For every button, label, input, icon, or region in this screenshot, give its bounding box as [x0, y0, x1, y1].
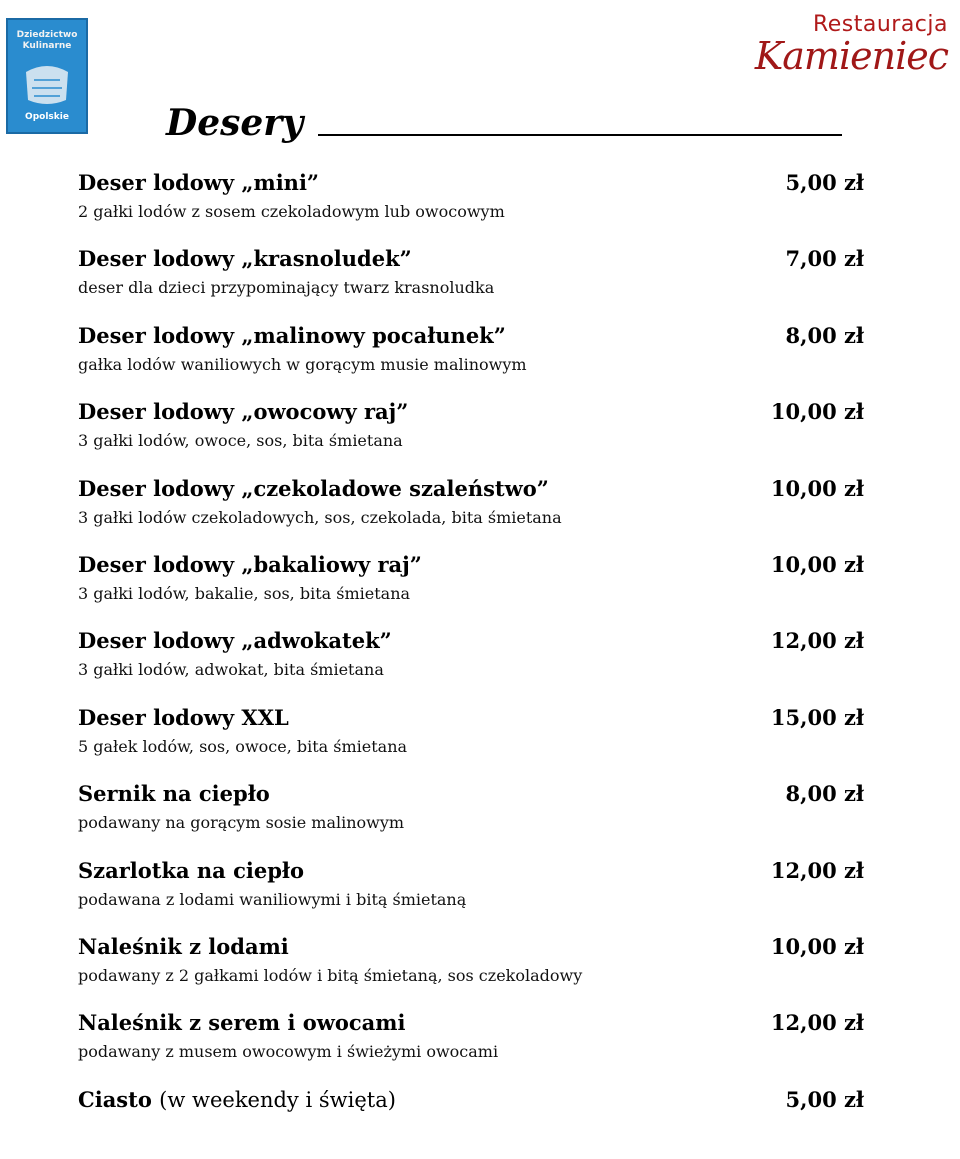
menu-item-price: 15,00 zł — [770, 704, 864, 730]
menu-item-price: 10,00 zł — [770, 475, 864, 501]
logo-right-line2: Kamieniec — [754, 34, 948, 78]
logo-left-region: Opolskie — [25, 112, 69, 122]
logo-right-line1: Restauracja — [812, 12, 948, 37]
logo-left-line1: Dziedzictwo — [16, 30, 78, 40]
section-title: Desery — [166, 102, 304, 144]
menu-item-price: 12,00 zł — [770, 857, 864, 883]
chef-figure-icon — [16, 60, 78, 110]
menu-item-price: 5,00 zł — [785, 1086, 864, 1112]
menu-item-description: podawany z musem owocowym i świeżymi owocami — [78, 1042, 499, 1062]
menu-item-description: 3 gałki lodów czekoladowych, sos, czekolada, bita śmietana — [78, 507, 562, 527]
menu-item-price: 10,00 zł — [770, 551, 864, 577]
menu-item-name: Sernik na ciepło — [78, 781, 270, 807]
menu-item — [78, 548, 868, 624]
menu-item — [78, 777, 868, 853]
menu-item — [78, 1083, 868, 1159]
menu-item-price: 10,00 zł — [770, 933, 864, 959]
menu-item-name: Szarlotka na ciepło — [78, 857, 304, 883]
title-underline — [318, 134, 842, 136]
logo-left-title — [14, 30, 80, 52]
menu-item-price: 7,00 zł — [785, 246, 864, 272]
menu-item-price: 8,00 zł — [785, 322, 864, 348]
menu-item-description: 2 gałki lodów z sosem czekoladowym lub owocowym — [78, 202, 505, 221]
menu-item-name: Naleśnik z serem i owocami — [78, 1010, 406, 1036]
menu-item-description: 3 gałki lodów, owoce, sos, bita śmietana — [78, 431, 403, 451]
menu-item-name: Deser lodowy „mini” — [78, 170, 319, 195]
menu-item-price: 5,00 zł — [785, 170, 864, 195]
menu-item — [78, 930, 868, 1006]
menu-item — [78, 624, 868, 700]
menu-item-name: Deser lodowy XXL — [78, 704, 289, 730]
menu-item-description: deser dla dzieci przypominający twarz krasnoludka — [78, 278, 495, 298]
menu-item — [78, 472, 868, 548]
menu-item-description: 3 gałki lodów, bakalie, sos, bita śmietana — [78, 583, 411, 603]
menu-item-description: podawany z 2 gałkami lodów i bitą śmietaną, sos czekoladowy — [78, 965, 583, 985]
menu-item-description: podawany na gorącym sosie malinowym — [78, 813, 405, 833]
menu-item-description: podawana z lodami waniliowymi i bitą śmietaną — [78, 889, 467, 909]
menu-item-name: Naleśnik z lodami — [78, 933, 289, 959]
menu-item-price: 12,00 zł — [770, 1010, 864, 1036]
dessert-menu-list — [78, 166, 868, 1159]
menu-item — [78, 395, 868, 471]
menu-item-note: (w weekendy i święta) — [159, 1087, 396, 1112]
menu-item-price: 12,00 zł — [770, 628, 864, 654]
menu-item-name — [78, 1087, 396, 1113]
menu-item — [78, 166, 868, 242]
menu-item — [78, 242, 868, 318]
menu-item-name: Deser lodowy „owocowy raj” — [78, 399, 409, 425]
dziedzictwo-kulinarne-logo — [6, 18, 88, 134]
menu-item-price: 10,00 zł — [770, 399, 864, 425]
menu-item-description: 5 gałek lodów, sos, owoce, bita śmietana — [78, 736, 408, 756]
menu-item — [78, 319, 868, 395]
menu-item — [78, 854, 868, 930]
menu-item-name: Deser lodowy „bakaliowy raj” — [78, 551, 422, 577]
menu-item-name: Deser lodowy „krasnoludek” — [78, 246, 412, 272]
menu-item-price: 8,00 zł — [785, 781, 864, 807]
menu-item — [78, 1006, 868, 1082]
menu-item-description: gałka lodów waniliowych w gorącym musie malinowym — [78, 354, 527, 374]
menu-item-description: 3 gałki lodów, adwokat, bita śmietana — [78, 660, 384, 680]
menu-item-name-text: Ciasto — [78, 1086, 152, 1112]
menu-item-name: Deser lodowy „adwokatek” — [78, 628, 392, 654]
logo-left-line2: Kulinarne — [22, 41, 72, 51]
menu-item — [78, 701, 868, 777]
restauracja-kamieniec-logo — [748, 12, 948, 76]
menu-item-name: Deser lodowy „czekoladowe szaleństwo” — [78, 475, 549, 501]
menu-item-name: Deser lodowy „malinowy pocałunek” — [78, 322, 506, 348]
